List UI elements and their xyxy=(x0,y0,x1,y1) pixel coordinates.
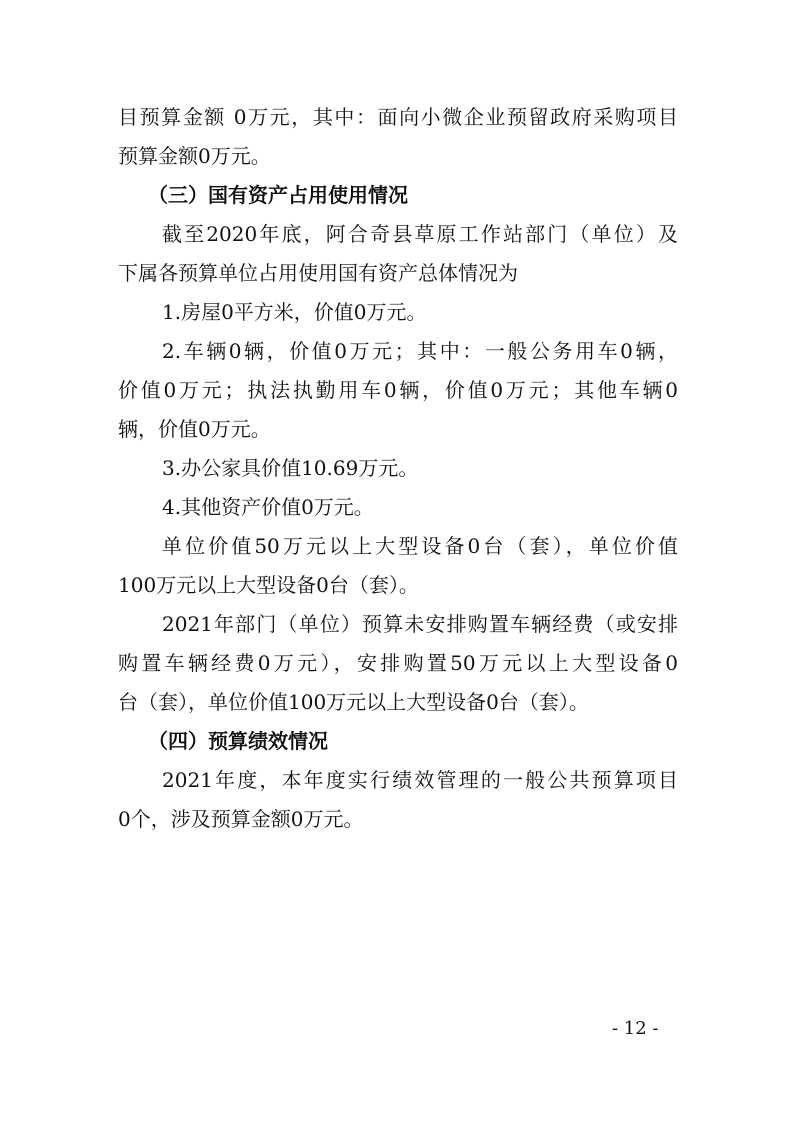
paragraph-budget-line-2: 预算金额0万元。 xyxy=(118,144,271,168)
item-housing: 1.房屋0平方米，价值0万元。 xyxy=(162,300,427,324)
paragraph-purchase-line-3: 台（套），单位价值100万元以上大型设备0台（套）。 xyxy=(118,690,589,714)
paragraph-budget-line-1: 目预算金额 0万元，其中：面向小微企业预留政府采购项目 xyxy=(118,105,678,129)
item-furniture: 3.办公家具价值10.69万元。 xyxy=(162,456,419,480)
paragraph-assets-line-2: 下属各预算单位占用使用国有资产总体情况为 xyxy=(118,261,518,285)
paragraph-equipment-line-1: 单位价值50万元以上大型设备0台（套），单位价值 xyxy=(162,534,678,558)
paragraph-purchase-line-1: 2021年部门（单位）预算未安排购置车辆经费（或安排 xyxy=(162,612,678,636)
item-vehicles-line-1: 2.车辆0辆，价值0万元；其中：一般公务用车0辆， xyxy=(162,339,678,363)
paragraph-performance-line-2: 0个，涉及预算金额0万元。 xyxy=(118,807,364,831)
item-vehicles-line-3: 辆，价值0万元。 xyxy=(118,417,271,441)
item-other-assets: 4.其他资产价值0万元。 xyxy=(162,495,374,519)
paragraph-equipment-line-2: 100万元以上大型设备0台（套）。 xyxy=(118,573,419,597)
paragraph-assets-line-1: 截至2020年底，阿合奇县草原工作站部门（单位）及 xyxy=(162,222,678,246)
paragraph-performance-line-1: 2021年度，本年度实行绩效管理的一般公共预算项目 xyxy=(162,768,678,792)
section-heading-performance: （四）预算绩效情况 xyxy=(148,729,328,753)
page-number: - 12 - xyxy=(612,1018,659,1039)
paragraph-purchase-line-2: 购置车辆经费0万元），安排购置50万元以上大型设备0 xyxy=(118,651,678,675)
item-vehicles-line-2: 价值0万元；执法执勤用车0辆，价值0万元；其他车辆0 xyxy=(118,378,678,402)
section-heading-state-assets: （三）国有资产占用使用情况 xyxy=(148,183,408,207)
